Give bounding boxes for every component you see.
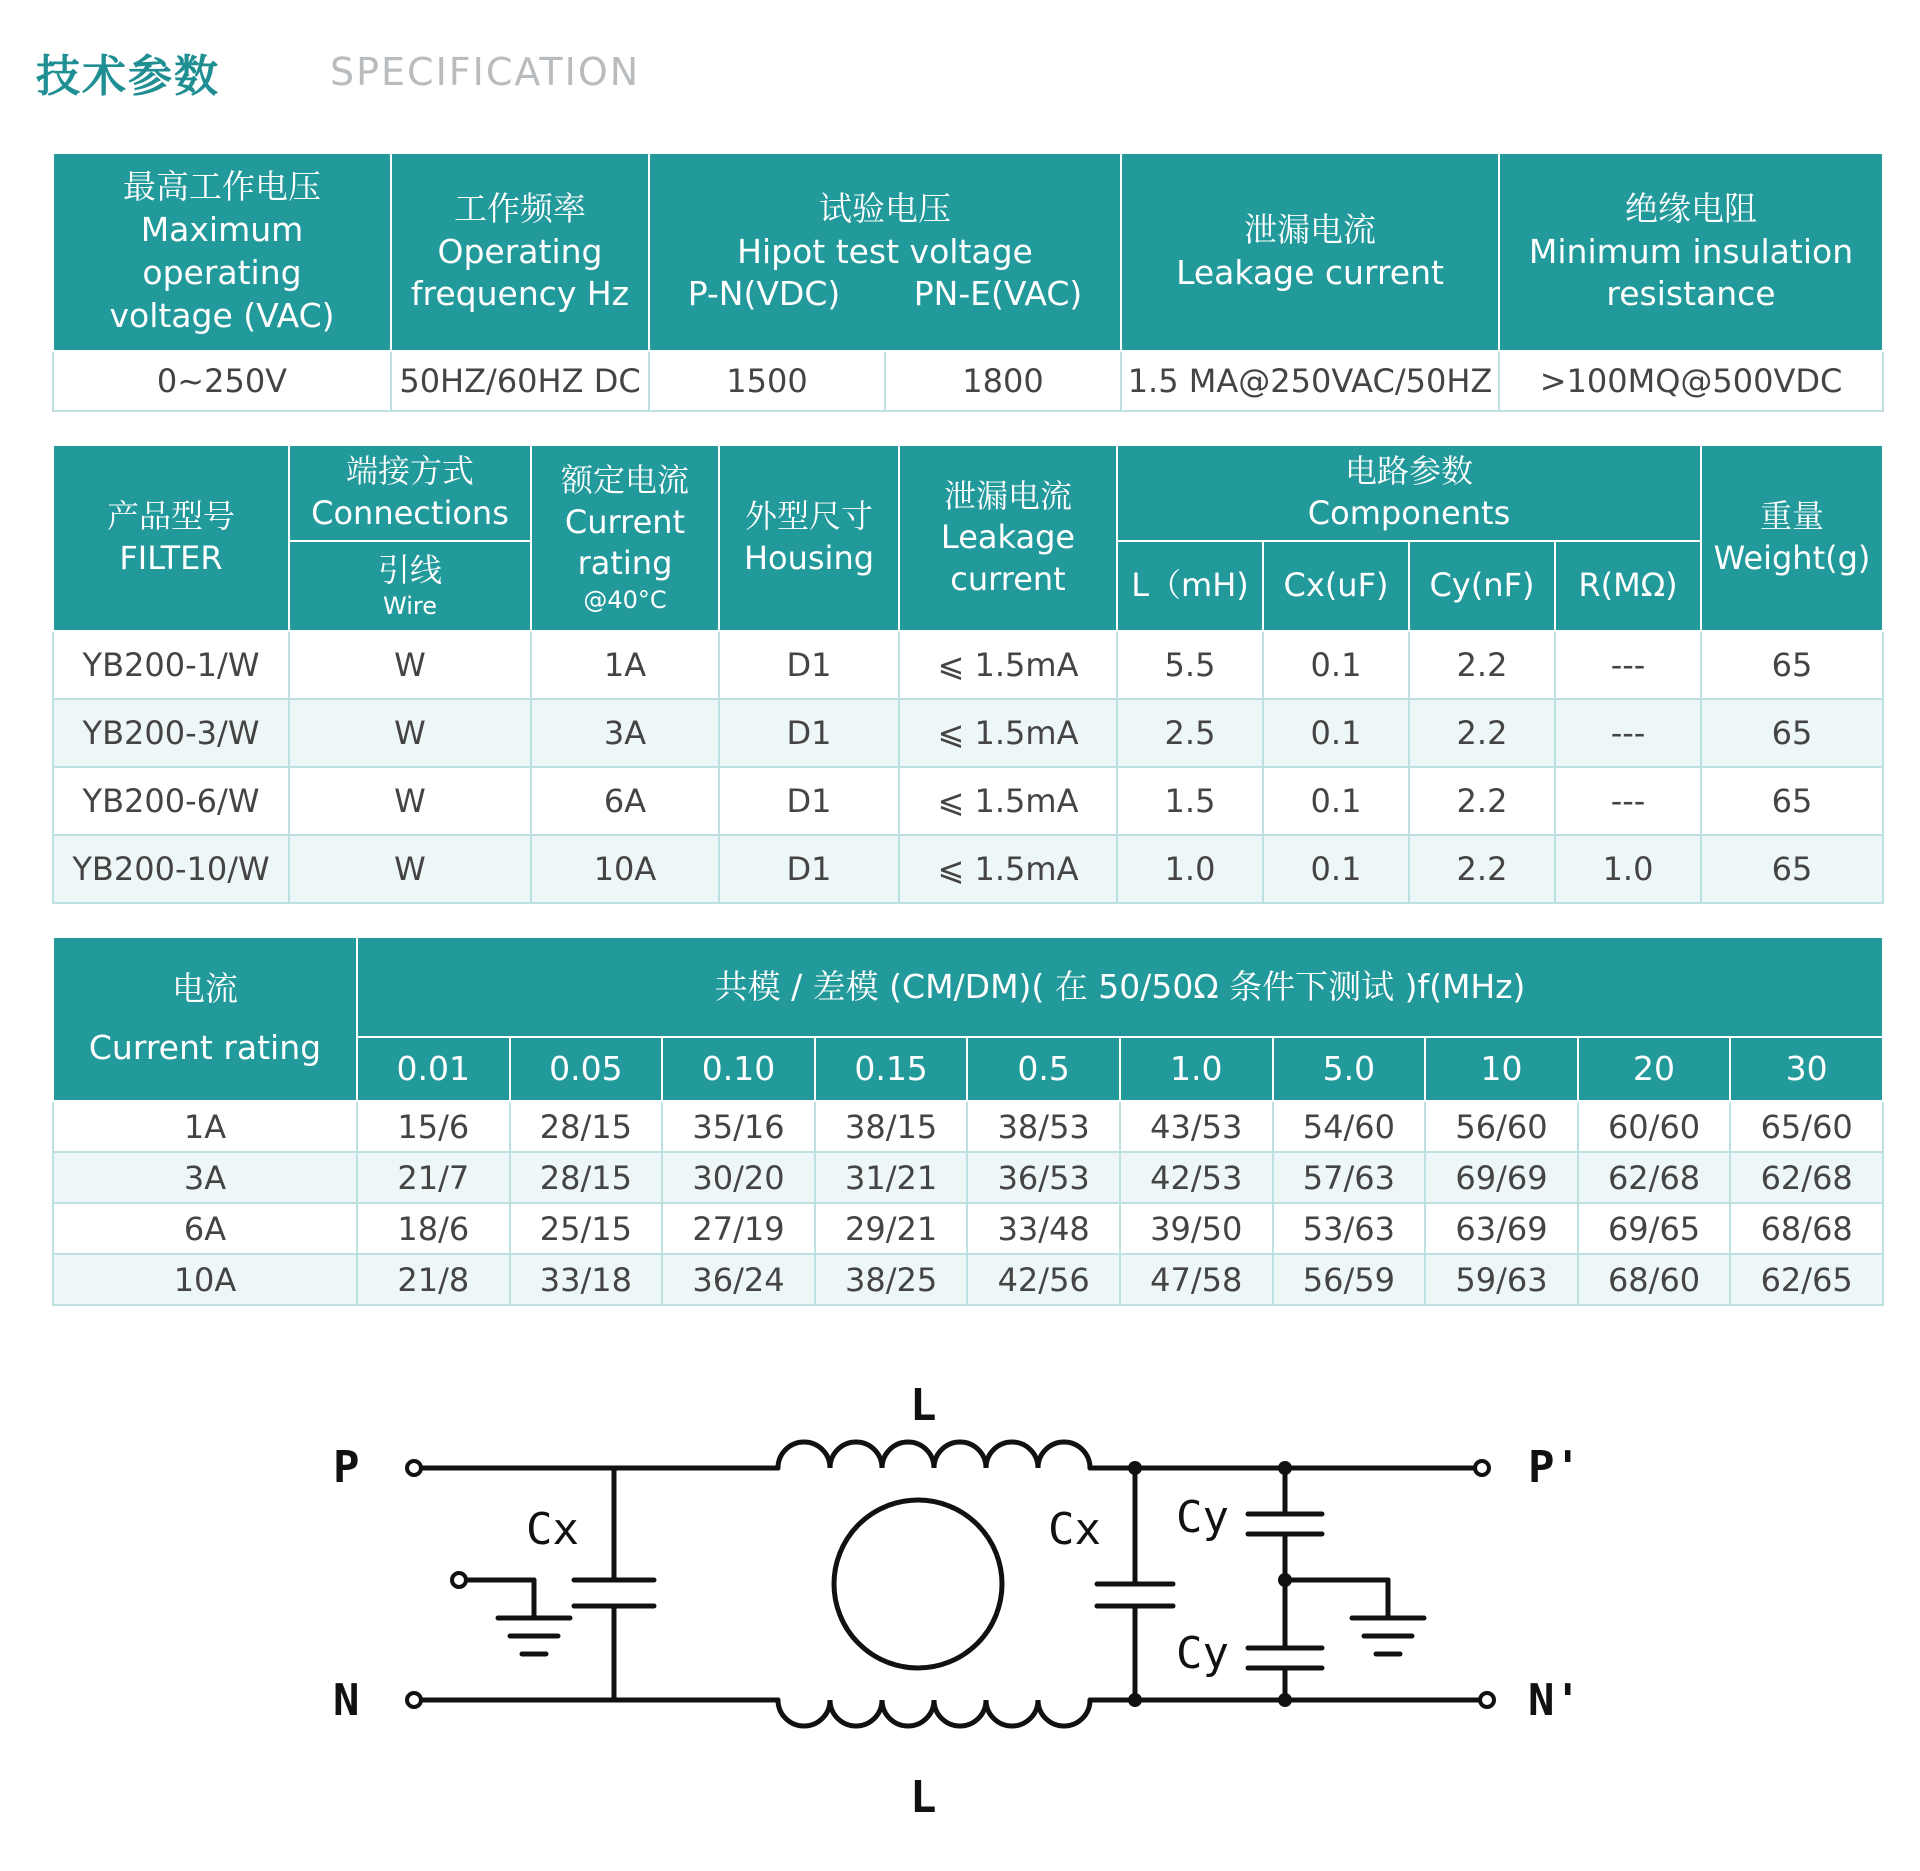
cell-frequency: 50HZ/60HZ DC [391, 351, 649, 411]
header-freq: 30 [1730, 1037, 1883, 1101]
table3-cell: 29/21 [815, 1203, 968, 1254]
label-n: N [333, 1675, 360, 1726]
table2-cell: 65 [1701, 767, 1883, 835]
table3-cell: 28/15 [510, 1101, 663, 1152]
table-row [53, 767, 1883, 835]
table2-cell: 2.2 [1409, 835, 1555, 903]
table2-cell: 3A [531, 699, 719, 767]
table3-cell: 15/6 [357, 1101, 510, 1152]
table-header-row [53, 445, 1883, 541]
table2-cell: 0.1 [1263, 835, 1409, 903]
table-row [53, 351, 1883, 411]
table3-cell: 36/53 [967, 1152, 1120, 1203]
header-cy: Cy(nF) [1409, 541, 1555, 631]
header-leakage: 泄漏电流 Leakage current [899, 445, 1117, 631]
table2-cell: 65 [1701, 835, 1883, 903]
table-row [53, 1254, 1883, 1305]
table3-cell: 57/63 [1273, 1152, 1426, 1203]
header-freq: 5.0 [1273, 1037, 1426, 1101]
table2-cell: YB200-6/W [53, 767, 289, 835]
table2-cell: --- [1555, 767, 1701, 835]
table2-cell: ⩽ 1.5mA [899, 699, 1117, 767]
table2-cell: 5.5 [1117, 631, 1263, 699]
table3-cell: 53/63 [1273, 1203, 1426, 1254]
header-insulation: 绝缘电阻 Minimum insulation resistance [1499, 153, 1883, 351]
table-header-row [53, 937, 1883, 1037]
table2-cell: 0.1 [1263, 699, 1409, 767]
table3-cell: 62/68 [1578, 1152, 1731, 1203]
table3-cell: 18/6 [357, 1203, 510, 1254]
table3-cell: 62/68 [1730, 1152, 1883, 1203]
page-title: 技术参数 [36, 51, 220, 102]
header-attenuation-title: 共模 / 差模 (CM/DM)( 在 50/50Ω 条件下测试 )f(MHz) [357, 937, 1883, 1037]
table3-cell: 47/58 [1120, 1254, 1273, 1305]
table3-cell: 21/8 [357, 1254, 510, 1305]
table3-cell: 21/7 [357, 1152, 510, 1203]
circuit-diagram [0, 1360, 1920, 1840]
table2-cell: 2.2 [1409, 767, 1555, 835]
header-housing: 外型尺寸 Housing [719, 445, 899, 631]
table2-cell: 1.0 [1555, 835, 1701, 903]
table2-cell: 1A [531, 631, 719, 699]
table2-cell: YB200-3/W [53, 699, 289, 767]
header-freq: 0.10 [662, 1037, 815, 1101]
header-resistance: R(MΩ) [1555, 541, 1701, 631]
label-cy-top: Cy [1176, 1492, 1229, 1543]
terminal-n [407, 1693, 421, 1707]
attenuation-table [52, 936, 1884, 1306]
header-freq: 0.5 [967, 1037, 1120, 1101]
table3-cell: 33/18 [510, 1254, 663, 1305]
junction-dot [1278, 1461, 1292, 1475]
table2-cell: 2.2 [1409, 631, 1555, 699]
page-subtitle: SPECIFICATION [330, 50, 641, 94]
table2-cell: 6A [531, 767, 719, 835]
table3-cell: 69/69 [1425, 1152, 1578, 1203]
table3-cell: 68/60 [1578, 1254, 1731, 1305]
table2-cell: D1 [719, 631, 899, 699]
table3-cell: 35/16 [662, 1101, 815, 1152]
header-frequency: 工作频率 Operating frequency Hz [391, 153, 649, 351]
header-max-voltage: 最高工作电压 Maximum operating voltage (VAC) [53, 153, 391, 351]
table2-cell: --- [1555, 631, 1701, 699]
header-freq: 0.15 [815, 1037, 968, 1101]
table2-cell: W [289, 631, 531, 699]
cell-voltage: 0~250V [53, 351, 391, 411]
table3-cell: 10A [53, 1254, 357, 1305]
header-wire: 引线 Wire [289, 541, 531, 631]
table2-cell: ⩽ 1.5mA [899, 631, 1117, 699]
table3-cell: 42/56 [967, 1254, 1120, 1305]
label-cy-bottom: Cy [1176, 1628, 1229, 1679]
table3-cell: 28/15 [510, 1152, 663, 1203]
table-row [53, 835, 1883, 903]
table2-cell: YB200-10/W [53, 835, 289, 903]
header-inductance: L（mH) [1117, 541, 1263, 631]
table2-cell: 65 [1701, 699, 1883, 767]
table3-cell: 42/53 [1120, 1152, 1273, 1203]
terminal-n-out [1480, 1693, 1494, 1707]
label-p-out: P' [1528, 1442, 1581, 1493]
label-l-top: L [910, 1380, 937, 1431]
table2-cell: 2.2 [1409, 699, 1555, 767]
table2-cell: 0.1 [1263, 767, 1409, 835]
general-spec-table [52, 152, 1884, 412]
table2-cell: --- [1555, 699, 1701, 767]
header-freq: 0.05 [510, 1037, 663, 1101]
terminal-ground [452, 1573, 466, 1587]
label-cx-right: Cx [1048, 1504, 1101, 1555]
table3-cell: 39/50 [1120, 1203, 1273, 1254]
table3-cell: 38/53 [967, 1101, 1120, 1152]
header-components: 电路参数 Components [1117, 445, 1701, 541]
cell-hipot-pn: 1500 [649, 351, 885, 411]
header-freq: 0.01 [357, 1037, 510, 1101]
table2-cell: D1 [719, 699, 899, 767]
header-current-rating: 额定电流 Current rating @40°C [531, 445, 719, 631]
table3-cell: 65/60 [1730, 1101, 1883, 1152]
bottom-inductor [778, 1700, 1090, 1726]
table2-cell: 65 [1701, 631, 1883, 699]
junction-dot [1128, 1461, 1142, 1475]
label-l-bottom: L [910, 1772, 937, 1823]
header-freq: 10 [1425, 1037, 1578, 1101]
table3-cell: 30/20 [662, 1152, 815, 1203]
table3-cell: 63/69 [1425, 1203, 1578, 1254]
table-row [53, 1101, 1883, 1152]
header-freq: 20 [1578, 1037, 1731, 1101]
table2-cell: YB200-1/W [53, 631, 289, 699]
table-header-row [53, 153, 1883, 351]
top-inductor [778, 1442, 1090, 1468]
table3-cell: 6A [53, 1203, 357, 1254]
terminal-p-out [1475, 1461, 1489, 1475]
table-row [53, 1152, 1883, 1203]
label-cx-left: Cx [526, 1504, 579, 1555]
table2-cell: 0.1 [1263, 631, 1409, 699]
table2-cell: 2.5 [1117, 699, 1263, 767]
table2-cell: W [289, 835, 531, 903]
table3-cell: 54/60 [1273, 1101, 1426, 1152]
product-table [52, 444, 1884, 904]
table3-cell: 36/24 [662, 1254, 815, 1305]
table-row [53, 631, 1883, 699]
table2-cell: ⩽ 1.5mA [899, 767, 1117, 835]
header-hipot: 试验电压 Hipot test voltage P-N(VDC) PN-E(VAC) [649, 153, 1121, 351]
core-circle [834, 1500, 1002, 1668]
cell-leakage: 1.5 MA@250VAC/50HZ [1121, 351, 1499, 411]
table2-cell: D1 [719, 835, 899, 903]
table3-cell: 56/60 [1425, 1101, 1578, 1152]
table2-cell: D1 [719, 767, 899, 835]
header-weight: 重量 Weight(g) [1701, 445, 1883, 631]
table2-cell: W [289, 767, 531, 835]
table3-cell: 60/60 [1578, 1101, 1731, 1152]
header-connections: 端接方式 Connections [289, 445, 531, 541]
header-current: 电流 Current rating [53, 937, 357, 1101]
table-row [53, 1203, 1883, 1254]
header-leakage: 泄漏电流 Leakage current [1121, 153, 1499, 351]
table2-cell: 1.5 [1117, 767, 1263, 835]
table-row [53, 699, 1883, 767]
header-freq: 1.0 [1120, 1037, 1273, 1101]
header-cx: Cx(uF) [1263, 541, 1409, 631]
table3-cell: 33/48 [967, 1203, 1120, 1254]
terminal-p [407, 1461, 421, 1475]
table3-cell: 25/15 [510, 1203, 663, 1254]
table3-cell: 31/21 [815, 1152, 968, 1203]
table3-cell: 59/63 [1425, 1254, 1578, 1305]
header-model: 产品型号 FILTER [53, 445, 289, 631]
junction-dot [1278, 1573, 1292, 1587]
table2-cell: ⩽ 1.5mA [899, 835, 1117, 903]
table3-cell: 38/15 [815, 1101, 968, 1152]
table3-cell: 62/65 [1730, 1254, 1883, 1305]
table2-cell: 10A [531, 835, 719, 903]
junction-dot [1278, 1693, 1292, 1707]
label-p: P [333, 1442, 360, 1493]
table3-cell: 43/53 [1120, 1101, 1273, 1152]
table3-cell: 3A [53, 1152, 357, 1203]
table3-cell: 56/59 [1273, 1254, 1426, 1305]
table2-cell: 1.0 [1117, 835, 1263, 903]
table3-cell: 68/68 [1730, 1203, 1883, 1254]
cell-hipot-pne: 1800 [885, 351, 1121, 411]
table3-cell: 38/25 [815, 1254, 968, 1305]
table3-cell: 27/19 [662, 1203, 815, 1254]
table3-cell: 69/65 [1578, 1203, 1731, 1254]
cell-insulation: >100MQ@500VDC [1499, 351, 1883, 411]
table2-cell: W [289, 699, 531, 767]
table3-cell: 1A [53, 1101, 357, 1152]
junction-dot [1128, 1693, 1142, 1707]
label-n-out: N' [1528, 1675, 1581, 1726]
